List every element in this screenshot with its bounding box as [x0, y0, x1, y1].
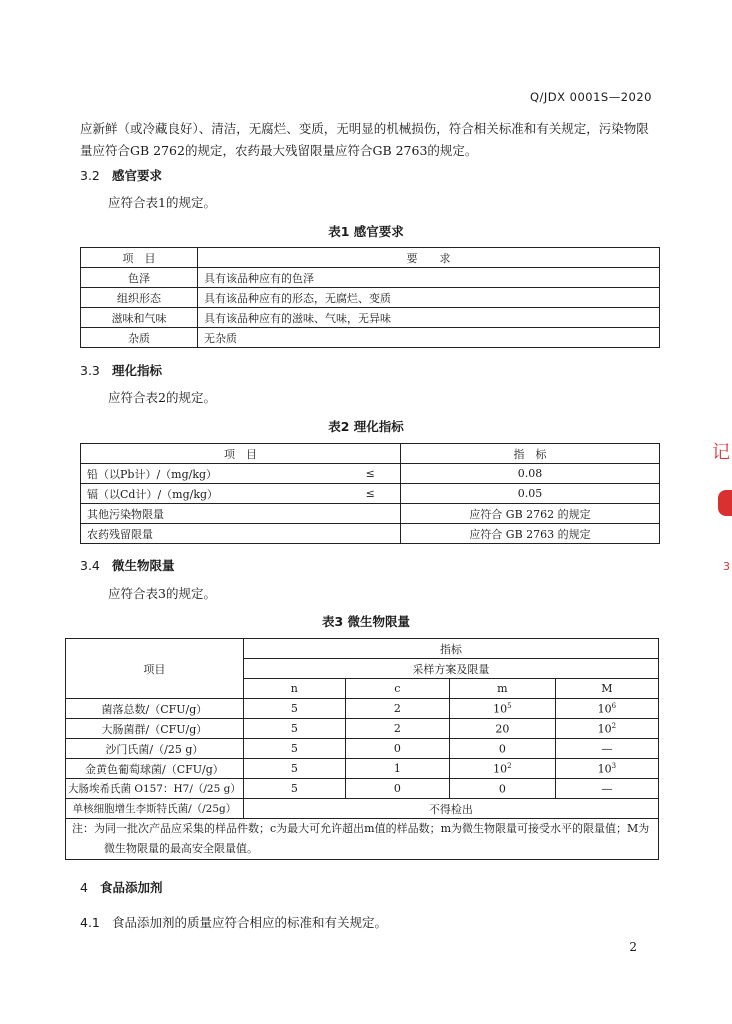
table-row — [66, 739, 659, 759]
section-3-4-heading — [80, 556, 175, 574]
table-cell: 具有该品种应有的色泽 — [198, 268, 660, 288]
table2-physicochemical — [80, 443, 660, 544]
table-cell — [449, 719, 555, 739]
table-header: 要 求 — [198, 248, 660, 268]
table-cell: 组织形态 — [81, 288, 198, 308]
table-row — [81, 504, 660, 524]
table-header: 项 目 — [81, 444, 401, 464]
table-cell: 5 — [243, 779, 345, 799]
section-3-3-heading — [80, 361, 162, 379]
table-cell — [555, 779, 658, 799]
table-cell: 其他污染物限量 — [81, 504, 401, 524]
table-header: 项 目 — [81, 248, 198, 268]
table-row — [81, 328, 660, 348]
table-header: n — [243, 679, 345, 699]
table3-microbial — [65, 638, 659, 860]
table-cell: 1 — [345, 759, 449, 779]
table-cell: 菌落总数/（CFU/g） — [66, 699, 244, 719]
table-cell: 0 — [345, 779, 449, 799]
section-number: 3.2 — [80, 168, 100, 183]
table-cell: 具有该品种应有的形态，无腐烂、变质 — [198, 288, 660, 308]
table-cell: 应符合 GB 2763 的规定 — [401, 524, 660, 544]
section-number: 3.4 — [80, 558, 100, 573]
table2-caption: 表2 理化指标 — [328, 419, 404, 434]
table-header-row — [81, 248, 660, 268]
table-cell: 5 — [243, 739, 345, 759]
section-title: 食品添加剂 — [100, 880, 163, 895]
edge-stamp-fragment: 记 — [712, 442, 730, 463]
table-cell — [555, 739, 658, 759]
table-row — [66, 799, 659, 819]
table-cell: 具有该品种应有的滋味、气味，无异味 — [198, 308, 660, 328]
value-base: 10 — [597, 722, 612, 736]
value-exponent: 2 — [507, 761, 512, 770]
value-exponent: 6 — [611, 701, 617, 710]
table-cell: 5 — [243, 759, 345, 779]
table-row — [81, 524, 660, 544]
table-cell: 0.08 — [401, 464, 660, 484]
note-line: 注：为同一批次产品应采集的样品件数；c为最大可允许超出m值的样品数；m为微生物限量可接受水平的限量值；M为 — [72, 822, 650, 835]
section-title: 微生物限量 — [112, 558, 175, 573]
note-line: 微生物限量的最高安全限量值。 — [104, 842, 258, 855]
table3-caption: 表3 微生物限量 — [321, 614, 411, 629]
table-cell — [449, 699, 555, 719]
table-cell: 无杂质 — [198, 328, 660, 348]
table-header: c — [345, 679, 449, 699]
section-number: 4.1 — [80, 915, 100, 930]
table-cell: 2 — [345, 699, 449, 719]
table-cell: 农药残留限量 — [81, 524, 401, 544]
table-header: 采样方案及限量 — [243, 659, 658, 679]
table-cell: 色泽 — [81, 268, 198, 288]
table-note-row — [66, 819, 659, 860]
intro-paragraph: 应新鲜（或冷藏良好）、清洁，无腐烂、变质，无明显的机械损伤，符合相关标准和有关规定，污染物限量应符合GB 2762的规定，农药最大残留限量应符合GB 2763的规定。 — [80, 121, 649, 158]
table-cell: 应符合 GB 2762 的规定 — [401, 504, 660, 524]
table-row — [81, 308, 660, 328]
table-cell: ≤ — [341, 464, 401, 484]
table-cell: 单核细胞增生李斯特氏菌/（/25g） — [66, 799, 244, 819]
section-number: 3.3 — [80, 363, 100, 378]
table-row — [66, 719, 659, 739]
table-row — [81, 288, 660, 308]
table-cell: 大肠埃希氏菌 O157：H7/（/25 g） — [66, 779, 244, 799]
value-exponent: 5 — [507, 701, 512, 710]
table-cell: 杂质 — [81, 328, 198, 348]
page-number: 2 — [629, 940, 637, 954]
table1-sensory — [80, 247, 660, 348]
table-row — [81, 484, 660, 504]
table-row — [66, 759, 659, 779]
section-4-1 — [80, 913, 387, 931]
value-base: — — [601, 742, 613, 756]
value-exponent: 2 — [611, 721, 617, 730]
value-base: 10 — [493, 702, 508, 716]
table-cell: 金黄色葡萄球菌/（CFU/g） — [66, 759, 244, 779]
table-header: M — [555, 679, 658, 699]
table-header: 项目 — [66, 639, 244, 699]
table-row — [66, 779, 659, 799]
table-cell: 大肠菌群/（CFU/g） — [66, 719, 244, 739]
table1-caption: 表1 感官要求 — [328, 224, 404, 239]
section-title: 感官要求 — [112, 168, 163, 183]
table-cell — [449, 759, 555, 779]
section-3-2-heading — [80, 166, 162, 184]
table-row — [81, 268, 660, 288]
table-row — [81, 464, 660, 484]
table-header: m — [449, 679, 555, 699]
value-base: 10 — [597, 702, 612, 716]
value-exponent: 3 — [611, 761, 617, 770]
table-cell — [449, 779, 555, 799]
table-cell — [449, 739, 555, 759]
section-3-4-text: 应符合表3的规定。 — [108, 586, 216, 601]
table-cell: 镉（以Cd计）/（mg/kg） — [81, 484, 341, 504]
table-header-row — [66, 639, 659, 659]
section-3-3-text: 应符合表2的规定。 — [108, 390, 216, 405]
table-cell: 铅（以Pb计）/（mg/kg） — [81, 464, 341, 484]
table-cell: 0.05 — [401, 484, 660, 504]
table-row — [66, 699, 659, 719]
table-header: 指标 — [243, 639, 658, 659]
table-header: 指 标 — [401, 444, 660, 464]
value-base: 10 — [493, 762, 508, 776]
section-number: 4 — [80, 880, 88, 895]
table-cell: 2 — [345, 719, 449, 739]
table-cell: 不得检出 — [243, 799, 658, 819]
edge-stamp-fragment: 3 — [723, 560, 730, 573]
document-code: Q/JDX 0001S—2020 — [529, 90, 652, 104]
value-base: — — [601, 782, 613, 796]
value-base: 0 — [498, 782, 506, 796]
value-base: 20 — [495, 722, 510, 736]
section-4-heading — [80, 878, 163, 896]
table-cell — [555, 759, 658, 779]
table-cell: 沙门氏菌/（/25 g） — [66, 739, 244, 759]
table-cell: 5 — [243, 699, 345, 719]
table-header-row — [81, 444, 660, 464]
table-cell — [555, 719, 658, 739]
table-cell: 0 — [345, 739, 449, 759]
section-text: 食品添加剂的质量应符合相应的标准和有关规定。 — [112, 915, 388, 930]
table-cell: 5 — [243, 719, 345, 739]
edge-stamp-shape — [718, 490, 732, 516]
section-3-2-text: 应符合表1的规定。 — [108, 195, 216, 210]
value-base: 0 — [498, 742, 506, 756]
table-cell — [555, 699, 658, 719]
table-note — [66, 819, 659, 860]
table-cell: 滋味和气味 — [81, 308, 198, 328]
value-base: 10 — [597, 762, 612, 776]
section-title: 理化指标 — [112, 363, 163, 378]
table-cell: ≤ — [341, 484, 401, 504]
